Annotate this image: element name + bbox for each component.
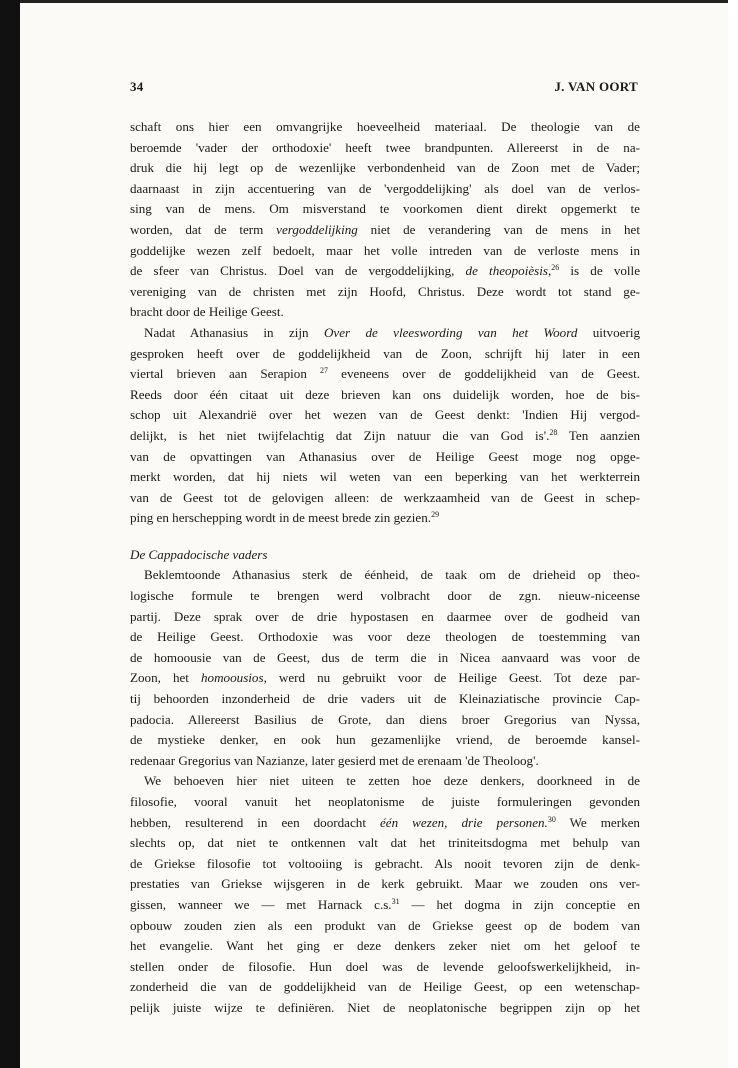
footnote-ref: 27 [320,366,329,376]
text-line [130,426,640,447]
text-run: gissen, wanneer we — met Harnack c.s. [130,896,392,912]
text-line: schaft ons hier een omvangrijke hoeveelheid materiaal. De theologie van de [130,119,640,134]
footnote-ref: 26 [551,263,560,273]
text-run: werd nu gebruikt voor de Heilige Geest. Tot deze par- [266,670,640,686]
text-run: — het dogma in zijn conceptie en [399,896,640,912]
text-line: prestaties van Griekse wijsgeren in de kerk gebruikt. Maar we zouden ons ver- [130,876,640,892]
text-line: stellen onder de filosofie. Hun doel was de levende geloofswerkelijkheid, in- [130,958,640,974]
text-line: filosofie, vooral vanuit het neoplatonisme de juiste formuleringen gevonden [130,794,640,809]
text-run: hebben, resulterend in een doordacht [130,814,380,830]
text-line: bracht door de Heilige Geest. [130,304,284,320]
italic-title: Over de vleeswording van het Woord [323,324,578,340]
page-number: 34 [130,79,144,94]
text-run: delijkt, is het niet twijfelachtig dat Zijn natuur die van God is'. [130,427,550,443]
text-run: We merken [555,814,640,830]
text-line: het evangelie. Want het ging er deze denkers zeker niet om het geloof te [130,938,640,954]
text-run: Zoon, het [130,670,201,686]
text-line: pelijk juiste wijze te definiëren. Niet de neoplatonische begrippen zijn op het [130,999,640,1015]
text-line: Reeds door één citaat uit deze brieven kan ons duidelijk worden, hoe de bis- [130,386,640,402]
text-line: zonderheid die van de goddelijkheid van de Heilige Geest, op een wetenschap- [130,979,640,995]
text-run: Ten aanzien [557,427,640,443]
italic-term: één wezen, drie personen. [380,814,548,830]
paragraph [130,565,640,771]
text-run: Nadat Athanasius in zijn [144,324,324,340]
text-line: sing van de mens. Om misverstand te voorkomen dient direkt opgemerkt te [130,201,640,217]
text-line [130,895,640,916]
text-line: padocia. Allereerst Basilius de Grote, dan diens broer Gregorius van Nyssa, [130,711,640,727]
text-run: ping en herschepping wordt in de meest brede zin gezien. [130,510,432,526]
text-line: opbouw zouden zien als een produkt van de Griekse geest op de bodem van [130,917,640,933]
text-line: de Heilige Geest. Orthodoxie was voor deze theologen de toestemming van [130,629,640,645]
text-line: gesproken heeft over de goddelijkheid van de Zoon, schrijft hij later in een [130,345,640,361]
text-line: logische formule te brengen werd volbracht door de zgn. nieuw-niceense [130,588,640,604]
text-line [130,668,640,689]
text-line [130,364,640,385]
text-run: viertal brieven aan Serapion [130,366,321,382]
text-line: druk die hij legt op de wezenlijke verbondenheid van de Zoon met de Vader; [130,160,640,176]
section-heading: De Cappadocische vaders [130,546,268,562]
footnote-ref: 29 [431,510,440,520]
text-line: van de opvattingen van Athanasius over de Heilige Geest moge nog opge- [130,448,640,464]
text-line [130,220,640,241]
footnote-ref: 30 [547,814,556,824]
text-line: Beklemtoonde Athanasius sterk de éénheid, de taak om de drieheid op theo- [144,567,640,583]
text-line: We behoeven hier niet uiteen te zetten hoe deze denkers, doorkneed in de [144,773,640,789]
text-line [130,323,640,344]
text-line: tij behoorden inzonderheid de drie vaders uit de Kleinaziatische provincie Cap- [130,691,640,707]
text-line: slechts op, dat niet te ontkennen valt dat het triniteitsdogma met behulp van [130,835,640,851]
text-run: is de volle [559,263,640,279]
text-line: van de Geest tot de gelovigen alleen: de werkzaamheid van de Geest in schep- [130,489,640,505]
text-line: de Griekse filosofie tot voltooiing is gebracht. Als nooit tevoren zijn de denk- [130,855,640,871]
text-run: worden, dat de term [130,221,277,237]
text-line: schop uit Alexandrië over het wezen van de Geest denkt: 'Indien Hij vergod- [130,407,640,423]
footnote-ref: 31 [391,896,400,906]
text-line: goddelijke wezen zelf bedoelt, maar het volle intreden van de verloste mens in [130,242,640,258]
text-line: de homoousie van de Geest, dus de term die in Nicea aanvaard was voor de [130,649,640,665]
text-line: redenaar Gregorius van Nazianze, later gesierd met de erenaam 'de Theoloog'. [130,752,539,768]
paragraph [130,117,640,323]
text-line: vereniging van de christen met zijn Hoofd, Christus. Deze wordt tot stand ge- [130,283,640,299]
body-text [130,117,640,1019]
text-run: de sfeer van Christus. Doel van de vergoddelijking, [130,263,466,279]
text-line [130,261,640,282]
italic-term: homoousios, [201,670,267,686]
text-line: de mystieke denker, en ook hun gezamenlijke vriend, de beroemde kansel- [130,732,640,748]
text-line: partij. Deze sprak over de drie hypostasen en daarmee over de godheid van [130,608,640,624]
text-line [130,813,640,834]
text-line: merkt worden, dat hij niets wil weten van een beperking van het werkterrein [130,469,640,485]
paragraph [130,771,640,1018]
text-run: eveneens over de goddelijkheid van de Geest. [328,366,640,382]
italic-term: de theopoièsis, [465,263,552,279]
text-line: daarnaast in zijn accentuering van de 'vergoddelijking' als doel van de verlos- [130,180,640,196]
text-run: uitvoerig [577,324,640,340]
running-head: J. VAN OORT [554,79,638,94]
footnote-ref: 28 [549,427,558,437]
text-line [130,508,640,529]
paragraph [130,323,640,529]
scan-border-left [0,0,20,1068]
italic-term: vergoddelijking [276,221,358,237]
text-line: beroemde 'vader der orthodoxie' heeft twee brandpunten. Allereerst in de na- [130,139,640,155]
text-run: niet de verandering van de mens in het [357,221,640,237]
page-header [130,79,638,99]
